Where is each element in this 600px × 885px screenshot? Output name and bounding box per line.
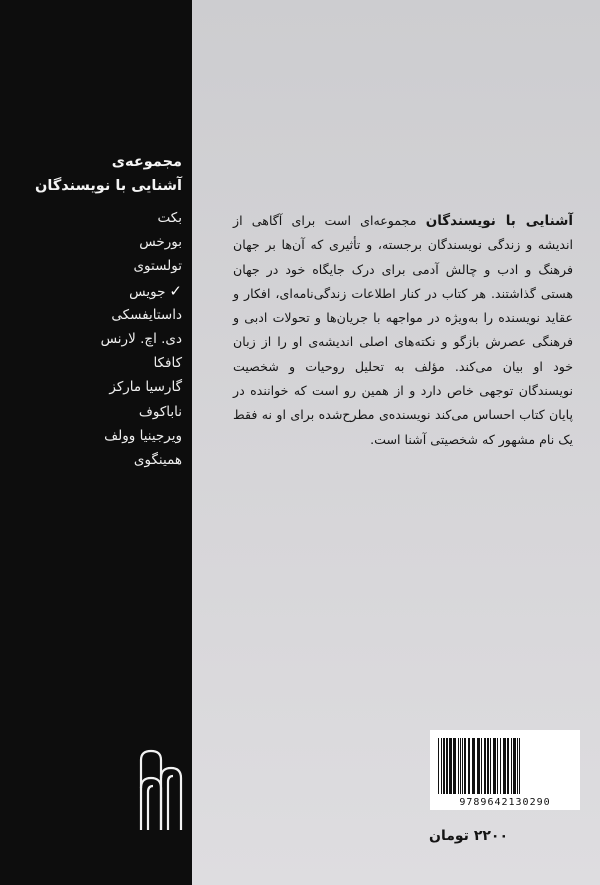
barcode-bar bbox=[441, 738, 442, 794]
isbn-barcode bbox=[430, 730, 580, 810]
author-list-item bbox=[7, 206, 182, 230]
author-name: داستایفسکی bbox=[111, 306, 182, 323]
barcode-bar bbox=[462, 738, 463, 794]
barcode-bar bbox=[468, 738, 470, 794]
author-list-item bbox=[7, 279, 182, 303]
book-description bbox=[233, 209, 573, 452]
author-name: ویرجینیا وولف bbox=[104, 427, 182, 444]
barcode-bar bbox=[453, 738, 456, 794]
checkmark-icon: ✓ bbox=[169, 281, 182, 300]
barcode-bar bbox=[449, 738, 452, 794]
barcode-bar bbox=[458, 738, 459, 794]
barcode-bar bbox=[481, 738, 482, 794]
author-list bbox=[7, 206, 182, 472]
author-name: گارسیا مارکز bbox=[109, 379, 182, 396]
author-name: بورخس bbox=[139, 234, 182, 251]
author-list-item bbox=[7, 424, 182, 448]
author-name: جویس bbox=[129, 283, 166, 300]
barcode-bar bbox=[472, 738, 475, 794]
author-list-item bbox=[7, 303, 182, 327]
author-list-item bbox=[7, 400, 182, 424]
description-body: مجموعه‌ای است برای آگاهی از اندیشه و زندگی نویسندگان برجسته، و تأثیری که آن‌ها بر جهان فرهنگ و ادب و چالش آدمی برای درک جایگاه خود در جهان هستی گذاشتند. هر کتاب در کنار اطلاعات زندگی‌نامه‌ای، افکار و عقاید نویسنده را به‌ویژه در مواجهه با جریان‌ها و تحولات ادبی و فرهنگی عصرش بازگو و نکته‌های اصلی اندیشه‌ی او را از زبان خود او بیان می‌کند. مؤلف به تحلیل روحیات و شخصیت نویسندگان توجهی خاص دارد و از همین رو است که خواننده در پایان کتاب احساس می‌کند نویسنده‌ی مطرح‌شده برای او نه فقط یک نام مشهور که شخصیتی آشنا است. bbox=[233, 213, 573, 447]
barcode-bar bbox=[446, 738, 448, 794]
series-title-line1: مجموعه‌ی bbox=[111, 154, 182, 170]
publisher-logo-icon bbox=[138, 748, 184, 832]
author-name: تولستوی bbox=[133, 258, 182, 275]
barcode-bar bbox=[490, 738, 491, 794]
barcode-bar bbox=[443, 738, 445, 794]
barcode-bar bbox=[513, 738, 516, 794]
author-name: ناباکوف bbox=[138, 403, 182, 420]
author-list-item bbox=[7, 448, 182, 472]
barcode-bar bbox=[493, 738, 496, 794]
author-list-item bbox=[7, 351, 182, 375]
barcode-bar bbox=[464, 738, 466, 794]
barcode-bar bbox=[497, 738, 498, 794]
author-list-item bbox=[7, 230, 182, 254]
series-title-line2: آشنایی با نویسندگان bbox=[35, 178, 182, 194]
price-label: ۲۲۰۰ تومان bbox=[429, 828, 508, 844]
author-list-item bbox=[7, 254, 182, 278]
barcode-number: 9789642130290 bbox=[459, 797, 551, 808]
barcode-bar bbox=[507, 738, 509, 794]
barcode-bar bbox=[511, 738, 512, 794]
series-title bbox=[7, 150, 182, 198]
back-cover-sidebar bbox=[0, 0, 192, 885]
author-name: همینگوی bbox=[133, 451, 182, 468]
barcode-bar bbox=[460, 738, 461, 794]
barcode-bar bbox=[503, 738, 506, 794]
barcode-bar bbox=[477, 738, 480, 794]
barcode-bar bbox=[517, 738, 518, 794]
author-name: بکت bbox=[157, 210, 182, 226]
author-list-item bbox=[7, 375, 182, 399]
barcode-bar bbox=[487, 738, 489, 794]
author-list-item bbox=[7, 327, 182, 351]
barcode-bar bbox=[500, 738, 501, 794]
author-name: کافکا bbox=[153, 355, 182, 372]
barcode-bar bbox=[484, 738, 486, 794]
author-name: دی. اچ. لارنس bbox=[100, 330, 182, 347]
barcode-bars bbox=[438, 738, 572, 794]
description-lead: آشنایی با نویسندگان bbox=[425, 213, 573, 229]
barcode-bar bbox=[438, 738, 439, 794]
barcode-bar bbox=[519, 738, 520, 794]
